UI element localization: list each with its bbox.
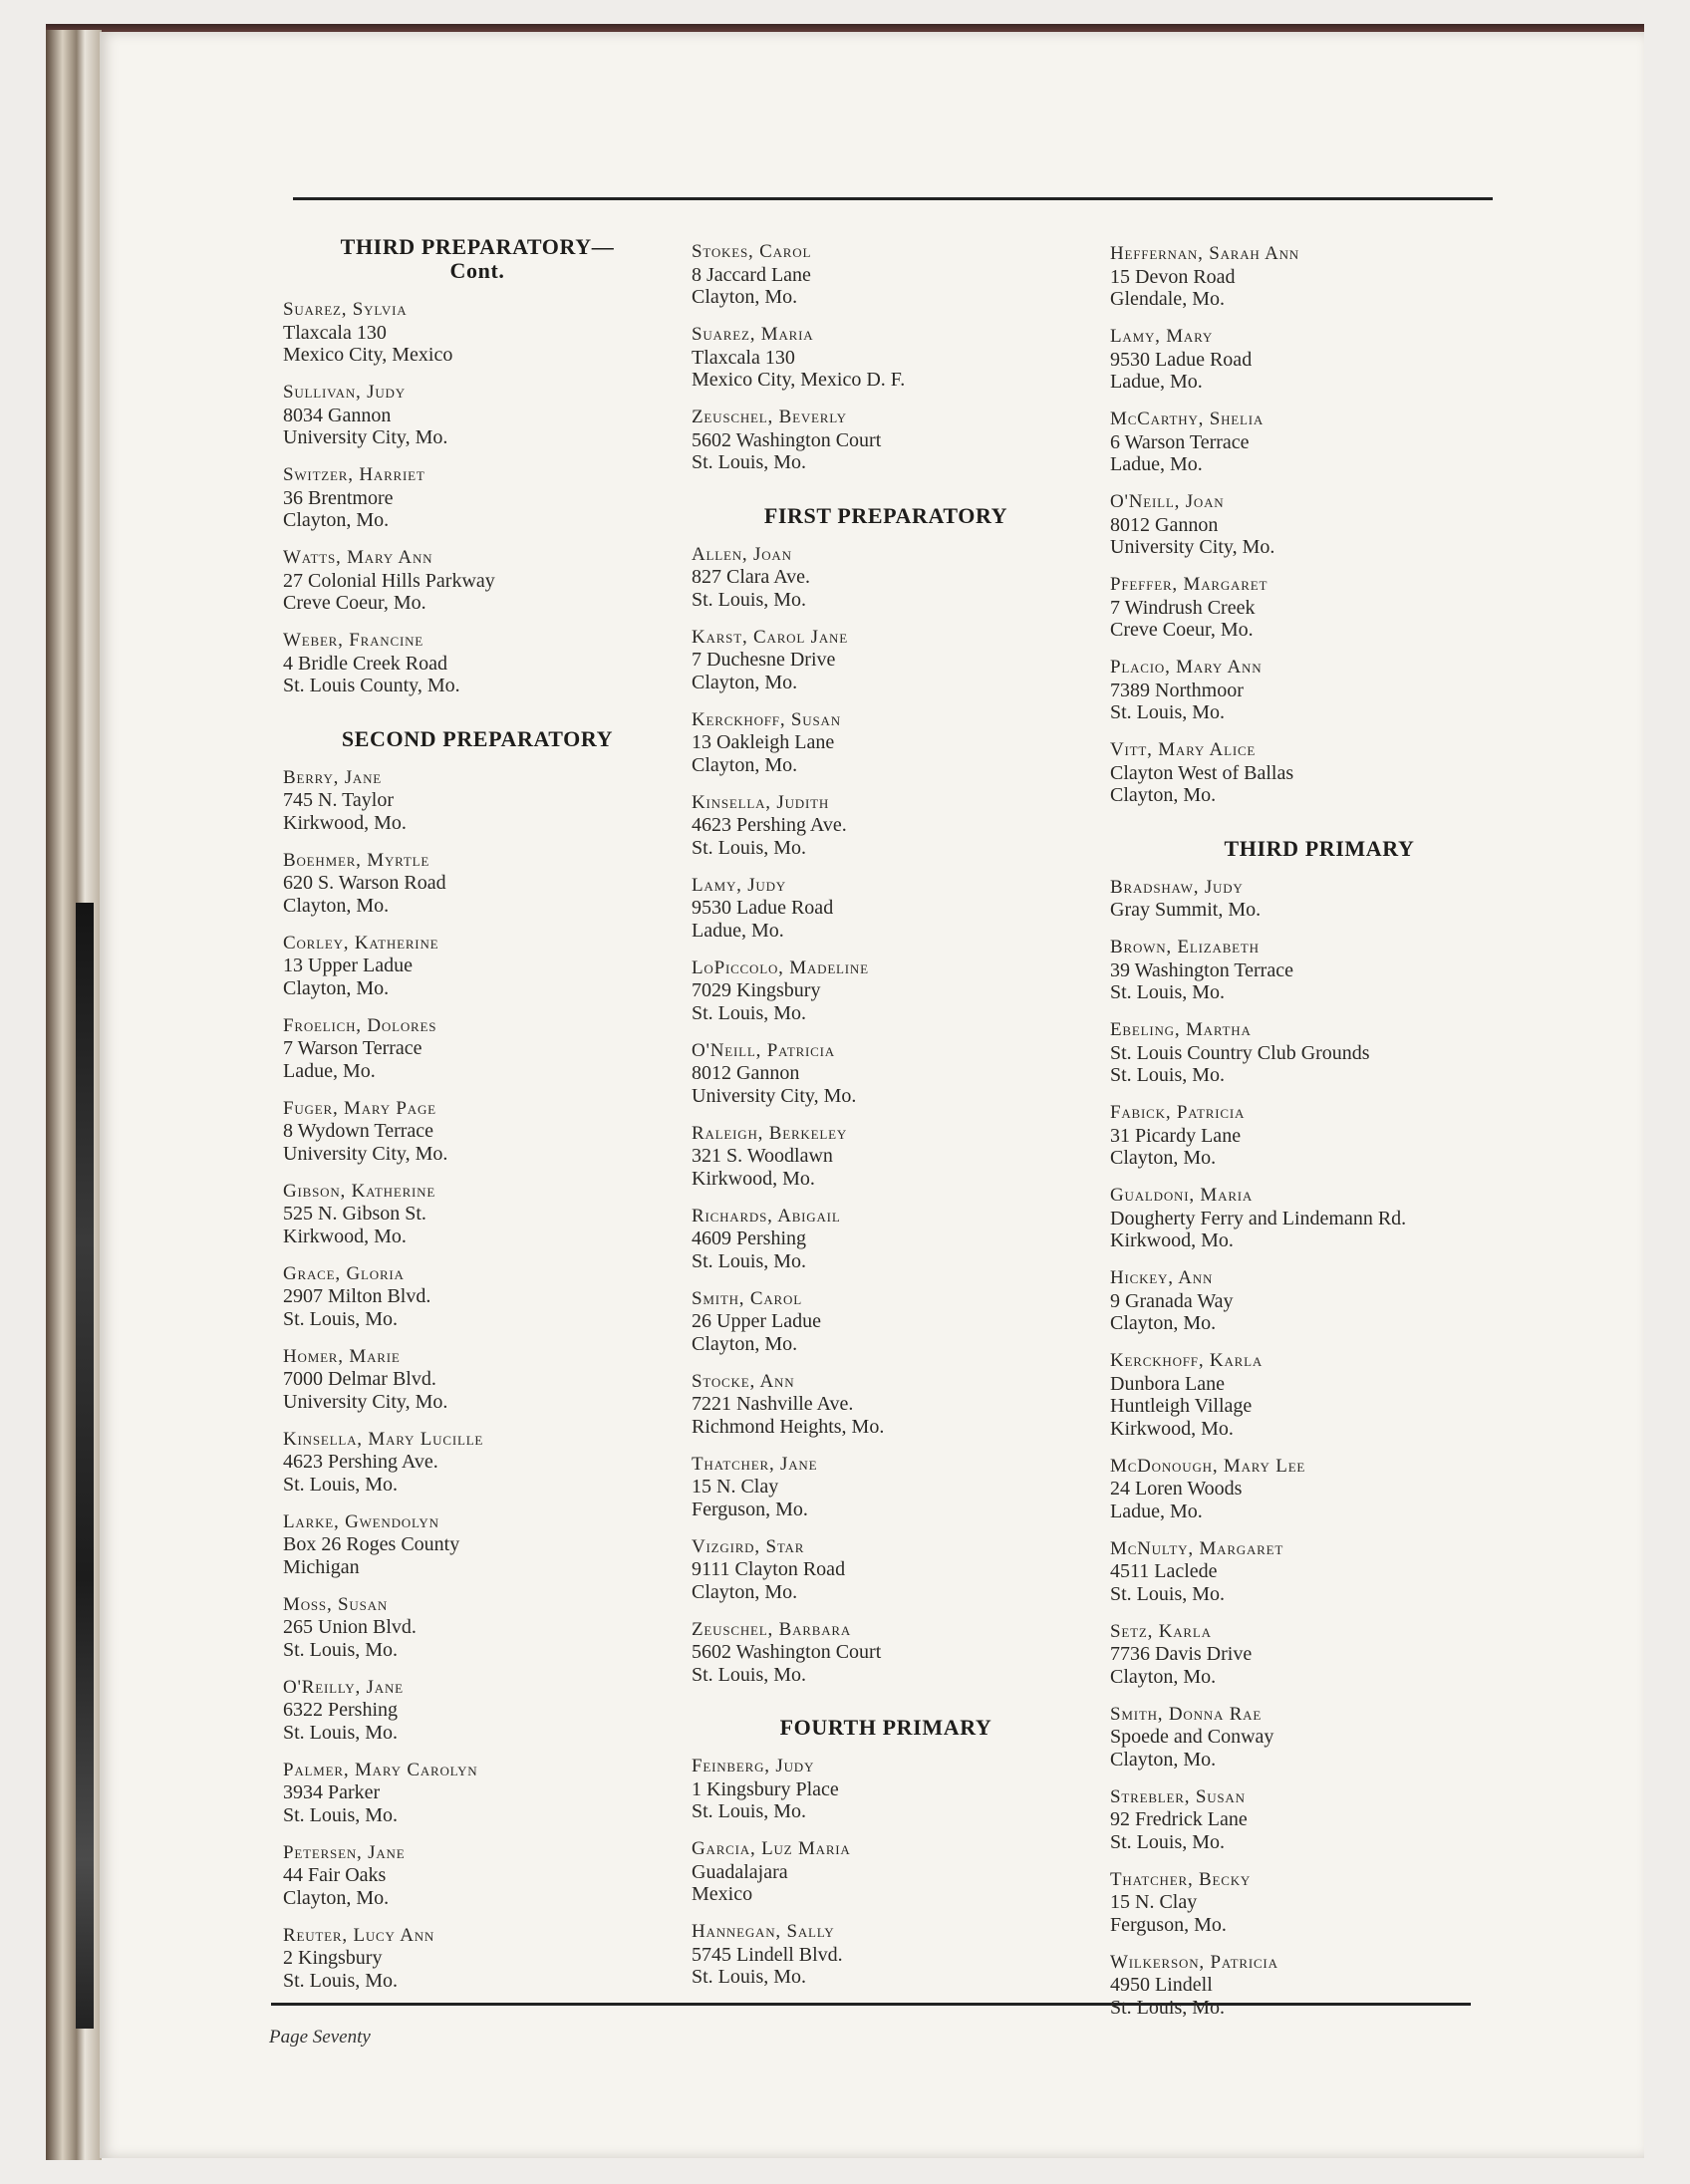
- address-line: Clayton, Mo.: [1110, 1312, 1217, 1334]
- section-heading-line: FIRST PREPARATORY: [763, 502, 1008, 528]
- address-line: 321 S. Woodlawn: [692, 1145, 833, 1167]
- address-line: Guadalajara: [692, 1860, 788, 1883]
- section-heading: [283, 235, 672, 283]
- student-entry: [283, 1098, 672, 1166]
- address-line: Clayton West of Ballas: [1110, 761, 1294, 784]
- student-entry: [1110, 1102, 1529, 1170]
- student-entry: [1110, 1185, 1529, 1252]
- address-line: Clayton, Mo.: [283, 976, 390, 999]
- student-entry: [692, 792, 1080, 860]
- address-line: Ferguson, Mo.: [692, 1498, 808, 1520]
- student-name: Kinsella, Mary Lucille: [283, 1428, 484, 1450]
- student-entry: [692, 544, 1080, 612]
- address-line: Gray Summit, Mo.: [1110, 899, 1262, 921]
- student-entry: [283, 547, 672, 615]
- student-name: Smith, Carol: [692, 1287, 802, 1309]
- address-line: 5602 Washington Court: [692, 1641, 882, 1663]
- address-line: 4623 Pershing Ave.: [283, 1451, 438, 1473]
- address-line: Michigan: [283, 1555, 360, 1578]
- address-line: Mexico City, Mexico D. F.: [692, 369, 906, 391]
- address-line: Clayton, Mo.: [692, 286, 798, 308]
- address-line: Clayton, Mo.: [1110, 1665, 1217, 1688]
- address-line: 27 Colonial Hills Parkway: [283, 569, 495, 592]
- student-entry: [692, 1288, 1080, 1356]
- page-number: Page Seventy: [269, 2027, 371, 2048]
- address-line: 7 Windrush Creek: [1110, 596, 1256, 619]
- student-entry: [283, 1181, 672, 1248]
- address-line: St. Louis, Mo.: [1110, 701, 1226, 723]
- address-line: Mexico City, Mexico: [283, 344, 453, 366]
- student-entry: [1110, 1456, 1529, 1523]
- student-name: Palmer, Mary Carolyn: [283, 1759, 478, 1780]
- address-line: 15 Devon Road: [1110, 265, 1236, 288]
- address-line: St. Louis, Mo.: [692, 1966, 807, 1988]
- roster-section: [692, 1716, 1080, 1989]
- address-line: St. Louis, Mo.: [283, 1473, 399, 1496]
- address-line: Box 26 Roges County: [283, 1533, 460, 1555]
- student-name: Thatcher, Becky: [1110, 1868, 1252, 1890]
- address-line: 4609 Pershing: [692, 1228, 806, 1249]
- student-name: Sullivan, Judy: [283, 382, 406, 403]
- address-line: 8 Jaccard Lane: [692, 263, 811, 286]
- student-name: Froelich, Dolores: [283, 1014, 437, 1036]
- address-line: University City, Mo.: [692, 1084, 857, 1107]
- address-line: 620 S. Warson Road: [283, 872, 446, 894]
- student-entry: [1110, 243, 1529, 311]
- student-name: Kerckhoff, Karla: [1110, 1350, 1264, 1371]
- address-line: St. Louis, Mo.: [692, 1249, 807, 1272]
- student-name: Watts, Mary Ann: [283, 547, 433, 568]
- address-line: Ladue, Mo.: [1110, 1500, 1203, 1522]
- address-line: 7 Duchesne Drive: [692, 649, 836, 671]
- address-line: 1 Kingsbury Place: [692, 1777, 839, 1800]
- student-name: Allen, Joan: [692, 543, 792, 565]
- address-line: 6322 Pershing: [283, 1699, 398, 1721]
- student-entry: [283, 299, 672, 367]
- address-line: 7221 Nashville Ave.: [692, 1393, 854, 1415]
- section-heading: [692, 1716, 1080, 1740]
- student-name: Gualdoni, Maria: [1110, 1185, 1254, 1206]
- student-entry: [692, 1756, 1080, 1823]
- address-line: Glendale, Mo.: [1110, 288, 1225, 310]
- student-name: O'Neill, Patricia: [692, 1039, 835, 1061]
- student-name: O'Reilly, Jane: [283, 1676, 404, 1698]
- student-entry: [283, 1015, 672, 1083]
- student-name: McCarthy, Shelia: [1110, 409, 1265, 429]
- address-line: University City, Mo.: [1110, 536, 1275, 558]
- student-entry: [283, 1594, 672, 1662]
- student-entry: [1110, 1019, 1529, 1087]
- address-line: 24 Loren Woods: [1110, 1478, 1243, 1500]
- student-entry: [283, 1346, 672, 1414]
- address-line: University City, Mo.: [283, 1390, 448, 1413]
- column-2: [692, 241, 1080, 2004]
- address-line: Tlaxcala 130: [692, 346, 795, 369]
- address-line: 7389 Northmoor: [1110, 679, 1244, 701]
- student-name: Homer, Marie: [283, 1345, 401, 1367]
- student-name: Gibson, Katherine: [283, 1180, 436, 1202]
- student-name: Pfeffer, Margaret: [1110, 574, 1268, 595]
- address-line: Tlaxcala 130: [283, 321, 387, 344]
- address-line: 9530 Ladue Road: [692, 897, 834, 919]
- student-name: Suarez, Sylvia: [283, 299, 408, 320]
- student-name: Vitt, Mary Alice: [1110, 739, 1257, 760]
- address-line: St. Louis, Mo.: [692, 1800, 807, 1822]
- address-line: 9530 Ladue Road: [1110, 348, 1253, 371]
- address-line: 3934 Parker: [283, 1781, 381, 1803]
- student-name: Fuger, Mary Page: [283, 1097, 436, 1119]
- student-name: Garcia, Luz Maria: [692, 1838, 851, 1859]
- address-line: 745 N. Taylor: [283, 789, 394, 811]
- student-entry: [1110, 739, 1529, 807]
- student-name: Brown, Elizabeth: [1110, 937, 1260, 957]
- address-line: Kirkwood, Mo.: [1110, 1229, 1234, 1251]
- section-heading-line: FOURTH PRIMARY: [779, 1715, 992, 1740]
- address-line: Ferguson, Mo.: [1110, 1913, 1227, 1936]
- address-line: 39 Washington Terrace: [1110, 958, 1293, 981]
- address-line: Kirkwood, Mo.: [283, 811, 407, 834]
- student-entry: [283, 1511, 672, 1579]
- address-line: University City, Mo.: [283, 1142, 448, 1165]
- student-entry: [1110, 1538, 1529, 1606]
- student-name: Feinberg, Judy: [692, 1756, 815, 1776]
- student-name: Smith, Donna Rae: [1110, 1703, 1263, 1725]
- address-line: Clayton, Mo.: [692, 671, 798, 693]
- student-name: Berry, Jane: [283, 766, 383, 788]
- address-line: 4623 Pershing Ave.: [692, 814, 847, 836]
- student-name: McDonough, Mary Lee: [1110, 1455, 1306, 1477]
- student-entry: [692, 1206, 1080, 1273]
- address-line: St. Louis, Mo.: [692, 1001, 807, 1024]
- student-entry: [1110, 877, 1529, 922]
- address-line: 4511 Laclede: [1110, 1560, 1218, 1582]
- student-entry: [283, 630, 672, 697]
- student-name: Corley, Katherine: [283, 932, 439, 954]
- student-entry: [692, 1921, 1080, 1989]
- address-line: St. Louis, Mo.: [692, 836, 807, 859]
- address-line: Dunbora Lane: [1110, 1372, 1225, 1395]
- student-entry: [692, 1454, 1080, 1521]
- column-3: [1110, 243, 1529, 2035]
- address-line: Ladue, Mo.: [692, 919, 784, 942]
- address-line: St. Louis, Mo.: [1110, 1064, 1226, 1086]
- column-1: [283, 235, 672, 2008]
- student-name: O'Neill, Joan: [1110, 491, 1225, 512]
- address-line: Creve Coeur, Mo.: [1110, 619, 1254, 641]
- student-name: Hannegan, Sally: [692, 1921, 835, 1942]
- address-line: St. Louis, Mo.: [283, 1638, 399, 1661]
- section-heading-line: SECOND PREPARATORY: [341, 725, 614, 751]
- student-name: Thatcher, Jane: [692, 1453, 818, 1475]
- student-entry: [692, 1040, 1080, 1108]
- student-entry: [1110, 1704, 1529, 1772]
- address-line: St. Louis, Mo.: [1110, 1996, 1226, 2019]
- student-name: Lamy, Mary: [1110, 326, 1214, 347]
- address-line: Clayton, Mo.: [692, 753, 798, 776]
- student-entry: [1110, 1267, 1529, 1335]
- address-line: 9 Granada Way: [1110, 1289, 1234, 1312]
- student-entry: [283, 1842, 672, 1910]
- address-line: St. Louis, Mo.: [1110, 1830, 1226, 1853]
- address-line: 44 Fair Oaks: [283, 1864, 387, 1886]
- address-line: Clayton, Mo.: [1110, 1147, 1217, 1169]
- address-line: 15 N. Clay: [692, 1476, 779, 1498]
- student-entry: [283, 1429, 672, 1497]
- roster-section: [692, 504, 1080, 1687]
- address-line: 15 N. Clay: [1110, 1891, 1198, 1913]
- roster-section: [1110, 837, 1529, 2020]
- student-name: Karst, Carol Jane: [692, 626, 848, 648]
- section-heading-line: Cont.: [449, 258, 505, 283]
- student-entry: [692, 709, 1080, 777]
- address-line: Clayton, Mo.: [283, 894, 390, 917]
- address-line: 13 Oakleigh Lane: [692, 731, 835, 753]
- address-line: 31 Picardy Lane: [1110, 1124, 1242, 1147]
- address-line: Clayton, Mo.: [692, 1580, 798, 1603]
- address-line: 525 N. Gibson St.: [283, 1203, 426, 1225]
- address-line: 7 Warson Terrace: [283, 1037, 422, 1059]
- student-name: Vizgird, Star: [692, 1535, 805, 1557]
- address-line: St. Louis, Mo.: [283, 1969, 399, 1992]
- address-line: 8012 Gannon: [1110, 513, 1219, 536]
- book-binding-shadow: [76, 903, 94, 2029]
- address-line: 5602 Washington Court: [692, 428, 882, 451]
- address-line: 4950 Lindell: [1110, 1974, 1213, 1996]
- student-entry: [692, 957, 1080, 1025]
- address-line: St. Louis, Mo.: [283, 1307, 399, 1330]
- address-line: Ladue, Mo.: [1110, 371, 1203, 393]
- student-name: LoPiccolo, Madeline: [692, 956, 869, 978]
- student-entry: [1110, 574, 1529, 642]
- student-entry: [1110, 657, 1529, 724]
- student-name: Zeuschel, Barbara: [692, 1618, 852, 1640]
- student-name: Suarez, Maria: [692, 324, 814, 345]
- student-entry: [692, 1536, 1080, 1604]
- student-entry: [692, 1619, 1080, 1687]
- roster-section: [1110, 243, 1529, 807]
- address-line: Richmond Heights, Mo.: [692, 1415, 885, 1438]
- student-entry: [1110, 409, 1529, 476]
- address-line: Dougherty Ferry and Lindemann Rd.: [1110, 1207, 1407, 1229]
- address-line: 36 Brentmore: [283, 486, 394, 509]
- student-name: Wilkerson, Patricia: [1110, 1951, 1278, 1973]
- address-line: Clayton, Mo.: [283, 509, 390, 531]
- student-name: Grace, Gloria: [283, 1262, 405, 1284]
- section-heading-line: THIRD PREPARATORY—: [340, 234, 615, 259]
- student-entry: [283, 1677, 672, 1745]
- address-line: 2 Kingsbury: [283, 1947, 383, 1969]
- address-line: St. Louis, Mo.: [692, 451, 807, 473]
- student-name: Bradshaw, Judy: [1110, 876, 1244, 898]
- address-line: St. Louis, Mo.: [283, 1721, 399, 1744]
- address-line: 9111 Clayton Road: [692, 1558, 846, 1580]
- student-name: Strebler, Susan: [1110, 1785, 1246, 1807]
- student-entry: [692, 1371, 1080, 1439]
- student-entry: [283, 933, 672, 1000]
- student-name: Richards, Abigail: [692, 1205, 841, 1227]
- student-entry: [1110, 937, 1529, 1004]
- roster-section: [692, 241, 1080, 474]
- student-name: Kerckhoff, Susan: [692, 708, 841, 730]
- student-name: Switzer, Harriet: [283, 464, 425, 485]
- student-name: Larke, Gwendolyn: [283, 1510, 439, 1532]
- address-line: 8012 Gannon: [692, 1062, 800, 1084]
- address-line: 26 Upper Ladue: [692, 1310, 821, 1332]
- roster-section: [283, 727, 672, 1993]
- address-line: 13 Upper Ladue: [283, 955, 413, 976]
- student-entry: [1110, 1621, 1529, 1689]
- student-name: Placio, Mary Ann: [1110, 657, 1263, 678]
- student-name: Kinsella, Judith: [692, 791, 830, 813]
- student-name: Setz, Karla: [1110, 1620, 1212, 1642]
- address-line: St. Louis, Mo.: [1110, 1582, 1226, 1605]
- student-entry: [692, 241, 1080, 309]
- address-line: Ladue, Mo.: [1110, 453, 1203, 475]
- address-line: Clayton, Mo.: [692, 1332, 798, 1355]
- student-name: Moss, Susan: [283, 1593, 389, 1615]
- student-entry: [692, 1123, 1080, 1191]
- address-line: St. Louis Country Club Grounds: [1110, 1041, 1370, 1064]
- student-entry: [1110, 326, 1529, 394]
- student-entry: [692, 1838, 1080, 1906]
- top-rule: [293, 197, 1493, 200]
- address-line: 2907 Milton Blvd.: [283, 1285, 431, 1307]
- address-line: 265 Union Blvd.: [283, 1616, 417, 1638]
- student-entry: [692, 407, 1080, 474]
- student-entry: [1110, 1786, 1529, 1854]
- student-name: McNulty, Margaret: [1110, 1537, 1284, 1559]
- student-name: Heffernan, Sarah Ann: [1110, 243, 1299, 264]
- address-line: 92 Fredrick Lane: [1110, 1808, 1248, 1830]
- address-line: St. Louis, Mo.: [283, 1803, 399, 1826]
- address-line: Kirkwood, Mo.: [283, 1225, 407, 1247]
- address-line: St. Louis, Mo.: [1110, 981, 1226, 1003]
- student-name: Weber, Francine: [283, 630, 423, 651]
- student-entry: [283, 767, 672, 835]
- address-line: Creve Coeur, Mo.: [283, 592, 426, 614]
- address-line: Kirkwood, Mo.: [1110, 1417, 1234, 1440]
- section-heading: [283, 727, 672, 751]
- student-entry: [1110, 1869, 1529, 1937]
- address-line: 5745 Lindell Blvd.: [692, 1943, 843, 1966]
- student-entry: [283, 850, 672, 918]
- address-line: 827 Clara Ave.: [692, 566, 811, 588]
- address-line: 4 Bridle Creek Road: [283, 652, 447, 675]
- student-entry: [283, 1760, 672, 1827]
- student-name: Zeuschel, Beverly: [692, 407, 847, 427]
- section-heading: [692, 504, 1080, 528]
- address-line: Spoede and Conway: [1110, 1726, 1274, 1748]
- address-line: Mexico: [692, 1883, 753, 1905]
- student-name: Fabick, Patricia: [1110, 1102, 1246, 1123]
- section-heading: [1110, 837, 1529, 861]
- address-line: University City, Mo.: [283, 426, 448, 448]
- student-entry: [1110, 491, 1529, 559]
- address-line: St. Louis County, Mo.: [283, 675, 460, 696]
- student-entry: [1110, 1350, 1529, 1440]
- student-entry: [283, 382, 672, 449]
- roster-section: [283, 235, 672, 697]
- address-line: Ladue, Mo.: [283, 1059, 376, 1082]
- address-line: Kirkwood, Mo.: [692, 1167, 815, 1190]
- student-name: Lamy, Judy: [692, 874, 786, 896]
- address-line: 7029 Kingsbury: [692, 979, 821, 1001]
- section-heading-line: THIRD PRIMARY: [1224, 835, 1415, 861]
- address-line: Clayton, Mo.: [1110, 1748, 1217, 1771]
- student-name: Reuter, Lucy Ann: [283, 1924, 435, 1946]
- student-entry: [283, 464, 672, 532]
- student-name: Stocke, Ann: [692, 1370, 795, 1392]
- student-name: Ebeling, Martha: [1110, 1019, 1252, 1040]
- student-entry: [283, 1925, 672, 1993]
- student-name: Petersen, Jane: [283, 1841, 406, 1863]
- address-line: 8 Wydown Terrace: [283, 1120, 434, 1142]
- address-line: 8034 Gannon: [283, 404, 392, 426]
- address-line: Clayton, Mo.: [1110, 784, 1217, 806]
- address-line: 6 Warson Terrace: [1110, 430, 1250, 453]
- student-entry: [283, 1263, 672, 1331]
- address-line: Clayton, Mo.: [283, 1886, 390, 1909]
- student-entry: [692, 627, 1080, 694]
- address-line: St. Louis, Mo.: [692, 588, 807, 611]
- student-name: Stokes, Carol: [692, 241, 812, 262]
- student-entry: [1110, 1952, 1529, 2020]
- student-name: Hickey, Ann: [1110, 1267, 1214, 1288]
- student-name: Raleigh, Berkeley: [692, 1122, 848, 1144]
- address-line: 7736 Davis Drive: [1110, 1643, 1253, 1665]
- student-entry: [692, 875, 1080, 943]
- address-line: St. Louis, Mo.: [692, 1663, 807, 1686]
- student-name: Boehmer, Myrtle: [283, 849, 430, 871]
- address-line: Huntleigh Village: [1110, 1395, 1253, 1417]
- address-line: 7000 Delmar Blvd.: [283, 1368, 436, 1390]
- student-entry: [692, 324, 1080, 392]
